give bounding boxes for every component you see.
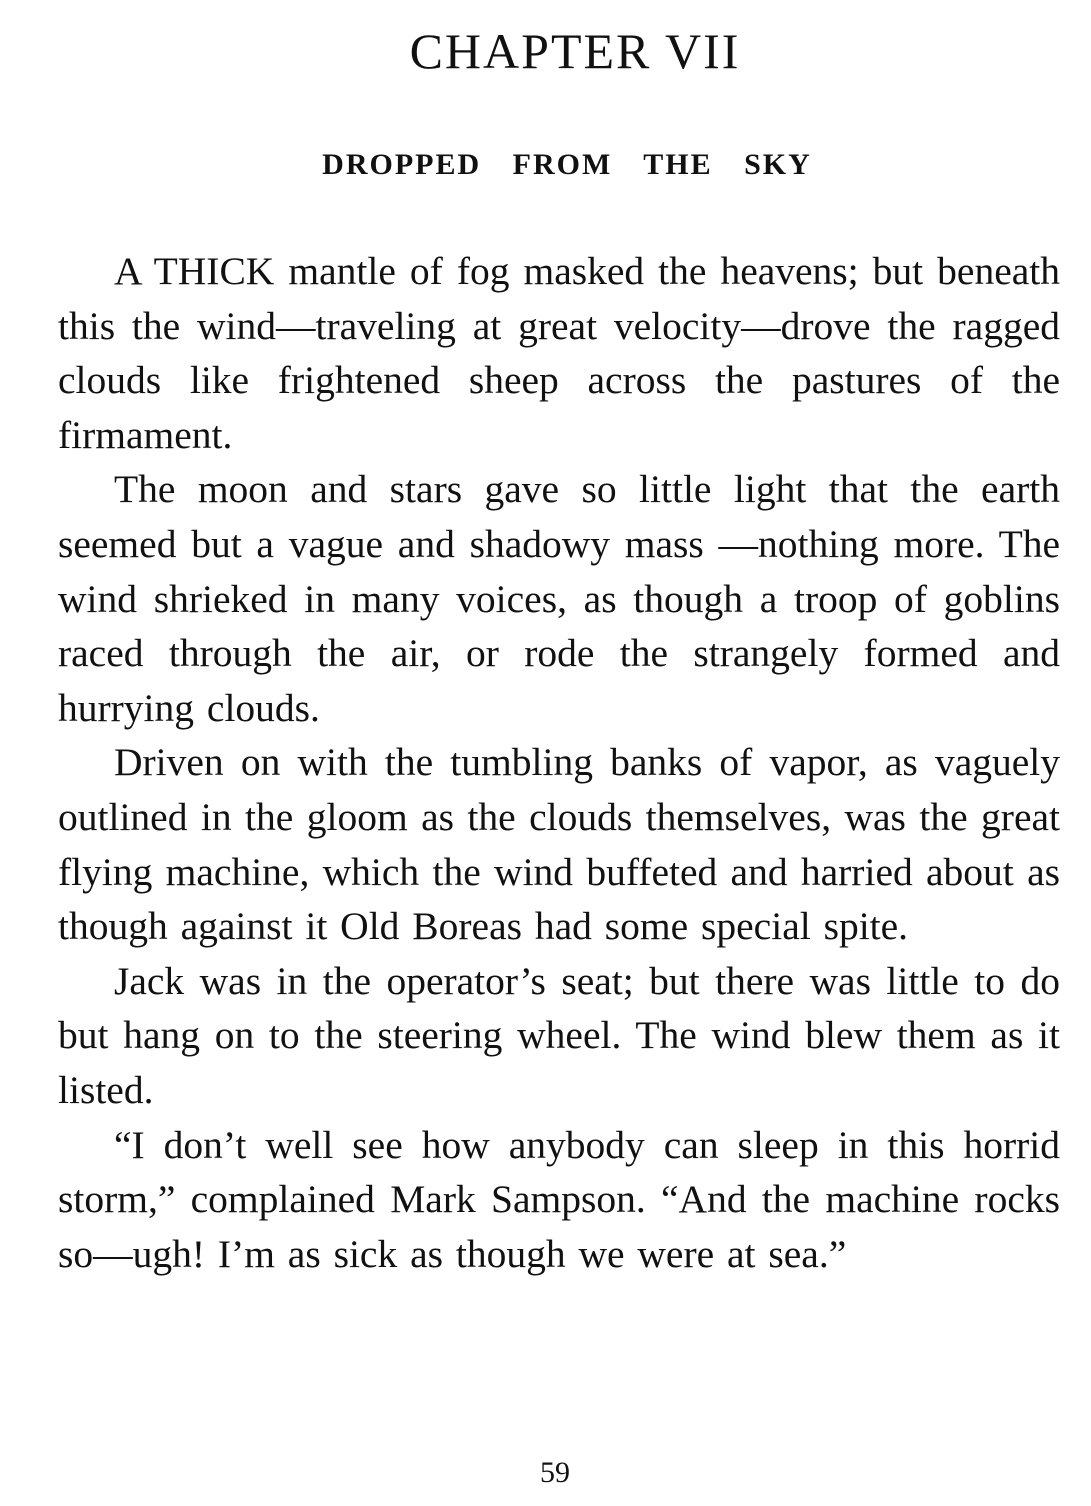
chapter-body: [58, 244, 1060, 1281]
paragraph: [58, 244, 1060, 462]
paragraph: “I don’t well see how anybody can sleep in this horrid storm,” complained Mark Sampson. “And the machine rocks so—ugh! I’m as sick as though we were at sea.”: [58, 1122, 1060, 1276]
page-number: 59: [540, 1456, 570, 1489]
paragraph-lead-word: A THICK: [114, 249, 275, 293]
chapter-title: CHAPTER VII: [409, 23, 741, 79]
paragraph-text: mantle of fog masked the heavens; but beneath this the wind—traveling at great velocity—drove the ragged clouds like frightened sheep across the pastures of the firmament.: [58, 249, 1061, 457]
paragraph: Jack was in the operator’s seat; but there was little to do but hang on to the steering wheel. The wind blew them as it listed.: [58, 958, 1060, 1112]
paragraph: Driven on with the tumbling banks of vapor, as vaguely outlined in the gloom as the clouds themselves, was the great flying machine, which the wind buffeted and harried about as though against it Old Boreas had some special spite.: [58, 740, 1060, 949]
chapter-subtitle: DROPPED FROM THE SKY: [322, 148, 812, 181]
paragraph: The moon and stars gave so little light that the earth seemed but a vague and shadowy mass —nothing more. The wind shrieked in many voices, as though a troop of goblins raced through the air, or rode the strangely formed and hurrying clouds.: [58, 467, 1060, 730]
